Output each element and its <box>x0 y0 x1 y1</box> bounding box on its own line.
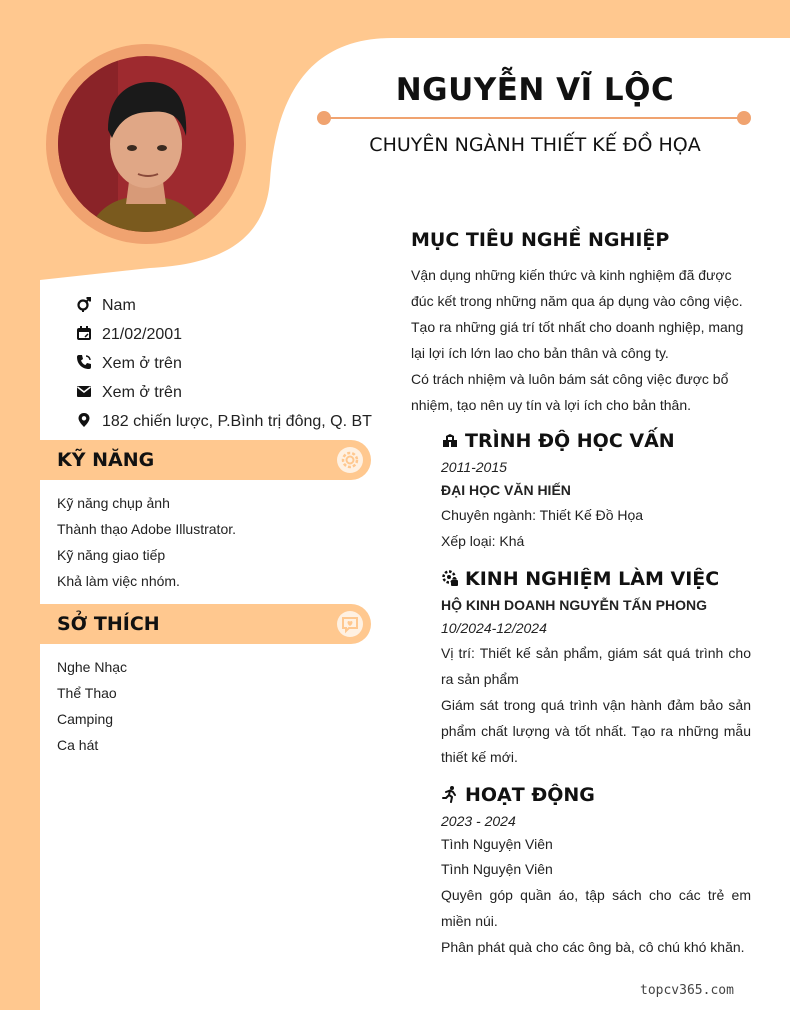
contact-text: Xem ở trên <box>102 384 182 401</box>
candidate-name: NGUYỄN VĨ LỘC <box>395 72 675 108</box>
activities-role: Tình Nguyện Viên <box>441 861 553 877</box>
title-divider <box>316 110 752 126</box>
avatar <box>46 44 246 244</box>
skill-item: Thành thạo Adobe Illustrator. <box>57 521 237 537</box>
education-heading <box>441 430 675 452</box>
education-period: 2011-2015 <box>441 459 507 475</box>
gender-icon <box>76 296 92 312</box>
activities-desc: Quyên góp quần áo, tập sách cho các trẻ em miền núi. <box>441 887 751 929</box>
education-title: TRÌNH ĐỘ HỌC VẤN <box>465 430 675 452</box>
activities-heading <box>441 784 595 806</box>
objective-line: đúc kết trong những năm qua áp dụng vào công việc. <box>411 293 743 309</box>
experience-desc: Vị trí: Thiết kế sản phẩm, giám sát quá trình cho ra sản phẩm <box>441 645 751 687</box>
experience-period: 10/2024-12/2024 <box>441 620 547 636</box>
hobby-item: Ca hát <box>57 737 99 753</box>
objective-line: Có trách nhiệm và luôn bám sát công việc được bổ <box>411 371 729 387</box>
education-school: ĐẠI HỌC VĂN HIẾN <box>441 482 571 498</box>
skill-item: Khả làm việc nhóm. <box>57 573 180 589</box>
heart-chat-icon <box>337 611 363 637</box>
contact-text: Nam <box>102 297 136 314</box>
location-icon <box>76 412 92 428</box>
contact-text: 182 chiến lược, P.Bình trị đông, Q. BT <box>102 413 372 430</box>
skills-title: KỸ NĂNG <box>57 449 155 471</box>
contact-phone <box>76 353 182 375</box>
job-title: CHUYÊN NGÀNH THIẾT KẾ ĐỒ HỌA <box>369 134 701 156</box>
objective-line: lại lợi ích lớn lao cho bản thân và công ty. <box>411 345 669 361</box>
settings-icon <box>337 447 363 473</box>
email-icon <box>76 383 92 399</box>
hobbies-icon-circle <box>337 611 363 637</box>
profile-photo <box>58 56 234 232</box>
activities-period: 2023 - 2024 <box>441 813 516 829</box>
activities-desc: Phân phát quà cho các ông bà, cô chú khó khăn. <box>441 939 745 955</box>
objective-line: Vận dụng những kiến thức và kinh nghiệm đã được <box>411 267 732 283</box>
hobbies-header <box>40 604 371 644</box>
hobby-item: Camping <box>57 711 114 727</box>
skill-item: Kỹ năng chụp ảnh <box>57 495 170 511</box>
objective-title: MỤC TIÊU NGHỀ NGHIỆP <box>411 229 670 251</box>
experience-company: HỘ KINH DOANH NGUYỄN TẤN PHONG <box>441 597 708 613</box>
running-icon <box>441 785 459 803</box>
objective-text <box>411 262 751 418</box>
hobby-item: Nghe Nhạc <box>57 659 128 675</box>
education-icon <box>441 431 459 449</box>
skill-item: Kỹ năng giao tiếp <box>57 547 166 563</box>
contact-text: Xem ở trên <box>102 355 182 372</box>
contact-gender <box>76 295 136 317</box>
experience-desc: Giám sát trong quá trình vận hành đảm bảo sản phẩm chất lượng và tốt nhất. Tạo ra những mẫu thiết kế mới. <box>441 697 751 765</box>
objective-line: nhiệm, tạo nên uy tín và lợi ích cho bản thân. <box>411 397 692 413</box>
experience-heading <box>441 568 719 590</box>
education-major: Chuyên ngành: Thiết Kế Đồ Họa <box>441 507 644 523</box>
hobbies-title: SỞ THÍCH <box>57 613 160 635</box>
calendar-icon <box>76 325 92 341</box>
activities-org: Tình Nguyện Viên <box>441 836 553 852</box>
education-grade: Xếp loại: Khá <box>441 533 525 549</box>
work-gear-icon <box>441 569 459 587</box>
hobby-item: Thể Thao <box>57 685 117 701</box>
skills-header <box>40 440 371 480</box>
skills-icon-circle <box>337 447 363 473</box>
contact-address <box>76 411 372 433</box>
contact-text: 21/02/2001 <box>102 326 183 343</box>
experience-title: KINH NGHIỆM LÀM VIỆC <box>465 568 720 590</box>
objective-line: Tạo ra những giá trí tốt nhất cho doanh nghiệp, mang <box>411 319 744 335</box>
contact-email <box>76 382 182 404</box>
phone-icon <box>76 354 92 370</box>
footer-watermark: topcv365.com <box>640 983 734 998</box>
contact-birthdate <box>76 324 182 346</box>
activities-title: HOẠT ĐỘNG <box>465 784 595 806</box>
